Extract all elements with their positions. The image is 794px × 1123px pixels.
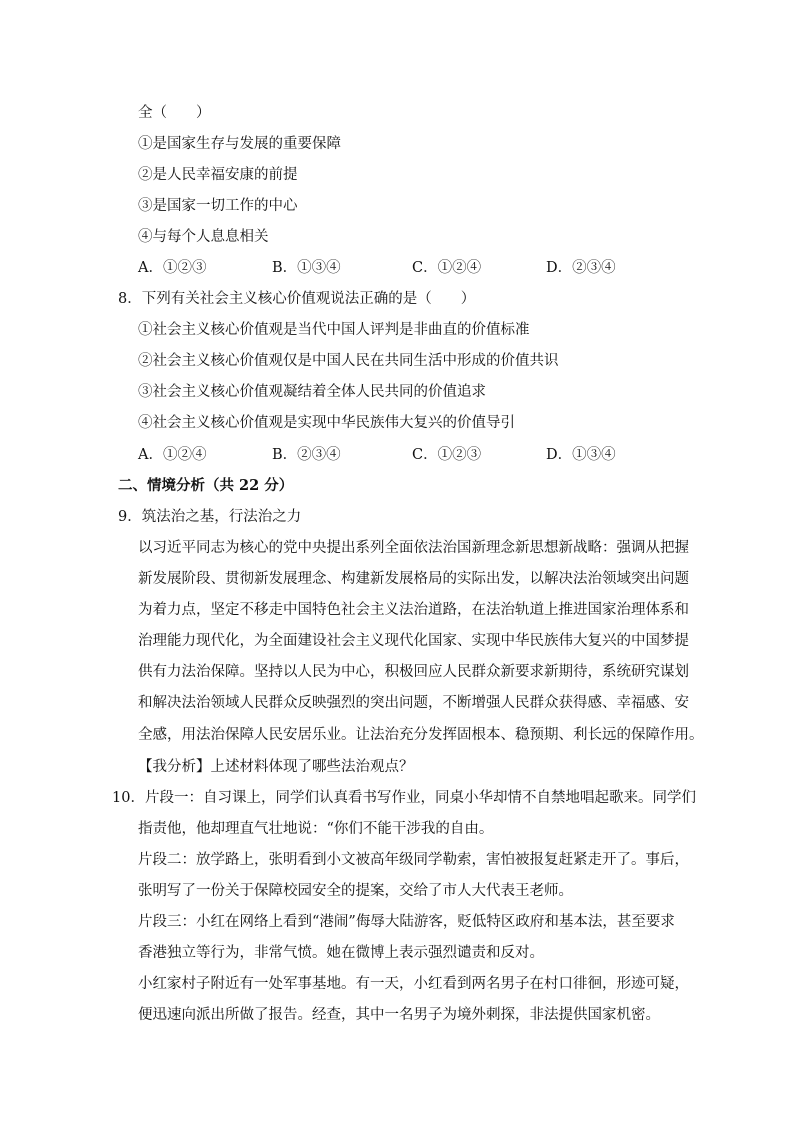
q9-material-line-5: 供有力法治保障。坚持以人民为中心，积极回应人民群众新要求新期待，系统研究谋划 <box>138 664 689 680</box>
q7-option-d: D．②③④ <box>546 260 616 276</box>
q8-option-b: B．②③④ <box>272 447 341 463</box>
q8-item-1: ①社会主义核心价值观是当代中国人评判是非曲直的价值标准 <box>138 322 530 338</box>
q7-item-2: ②是人民幸福安康的前提 <box>138 167 298 183</box>
q10-line-6: 香港独立等行为，非常气愤。她在微博上表示强烈谴责和反对。 <box>138 945 544 961</box>
q10-line-7: 小红家村子附近有一处军事基地。有一天，小红看到两名男子在村口徘徊，形迹可疑， <box>138 976 689 992</box>
q9-material-line-1: 以习近平同志为核心的党中央提出系列全面依法治国新理念新思想新战略：强调从把握 <box>138 540 689 556</box>
q9-material-line-7: 全感，用法治保障人民安居乐业。让法治充分发挥固根本、稳预期、利长远的保障作用。 <box>138 727 704 743</box>
q8-item-4: ④社会主义核心价值观是实现中华民族伟大复兴的价值导引 <box>138 415 515 431</box>
q10-line-4: 张明写了一份关于保障校园安全的提案，交给了市人大代表王老师。 <box>138 883 573 899</box>
q7-stem-tail: 全（ ） <box>138 105 211 121</box>
q9-material-line-6: 和解决法治领域人民群众反映强烈的突出问题，不断增强人民群众获得感、幸福感、安 <box>138 695 689 711</box>
q9-ask: 【我分析】上述材料体现了哪些法治观点？ <box>138 759 414 775</box>
section-heading: 二、情境分析（共 22 分） <box>118 477 294 494</box>
q8-option-d: D．①③④ <box>546 447 616 463</box>
q10-line-5: 片段三：小红在网络上看到“港闹”侮辱大陆游客，贬低特区政府和基本法，甚至要求 <box>138 914 675 930</box>
q8-item-3: ③社会主义核心价值观凝结着全体人民共同的价值追求 <box>138 384 486 400</box>
q9-material-line-4: 治理能力现代化，为全面建设社会主义现代化国家、实现中华民族伟大复兴的中国梦提 <box>138 633 689 649</box>
q10-line-1: 10．片段一：自习课上，同学们认真看书写作业，同桌小华却情不自禁地唱起歌来。同学们 <box>112 790 696 806</box>
q7-item-1: ①是国家生存与发展的重要保障 <box>138 136 341 152</box>
q9-material-line-2: 新发展阶段、贯彻新发展理念、构建新发展格局的实际出发，以解决法治领域突出问题 <box>138 571 689 587</box>
q10-line-3: 片段二：放学路上，张明看到小文被高年级同学勒索，害怕被报复赶紧走开了。事后， <box>138 852 689 868</box>
q8-stem: 8．下列有关社会主义核心价值观说法正确的是（ ） <box>118 291 476 307</box>
q8-option-c: C．①②③ <box>412 447 482 463</box>
q8-option-a: A．①②④ <box>138 447 207 463</box>
q10-line-8: 便迅速向派出所做了报告。经查，其中一名男子为境外刺探，非法提供国家机密。 <box>138 1007 660 1023</box>
q7-option-b: B．①③④ <box>272 260 341 276</box>
q8-item-2: ②社会主义核心价值观仅是中国人民在共同生活中形成的价值共识 <box>138 353 559 369</box>
q10-line-2: 指责他，他却理直气壮地说：“你们不能干涉我的自由。 <box>138 821 494 837</box>
q7-option-a: A．①②③ <box>138 260 207 276</box>
q9-title: 9．筑法治之基，行法治之力 <box>118 509 302 525</box>
q7-item-4: ④与每个人息息相关 <box>138 229 269 245</box>
q7-item-3: ③是国家一切工作的中心 <box>138 198 298 214</box>
q7-option-c: C．①②④ <box>412 260 482 276</box>
q9-material-line-3: 为着力点，坚定不移走中国特色社会主义法治道路，在法治轨道上推进国家治理体系和 <box>138 602 689 618</box>
